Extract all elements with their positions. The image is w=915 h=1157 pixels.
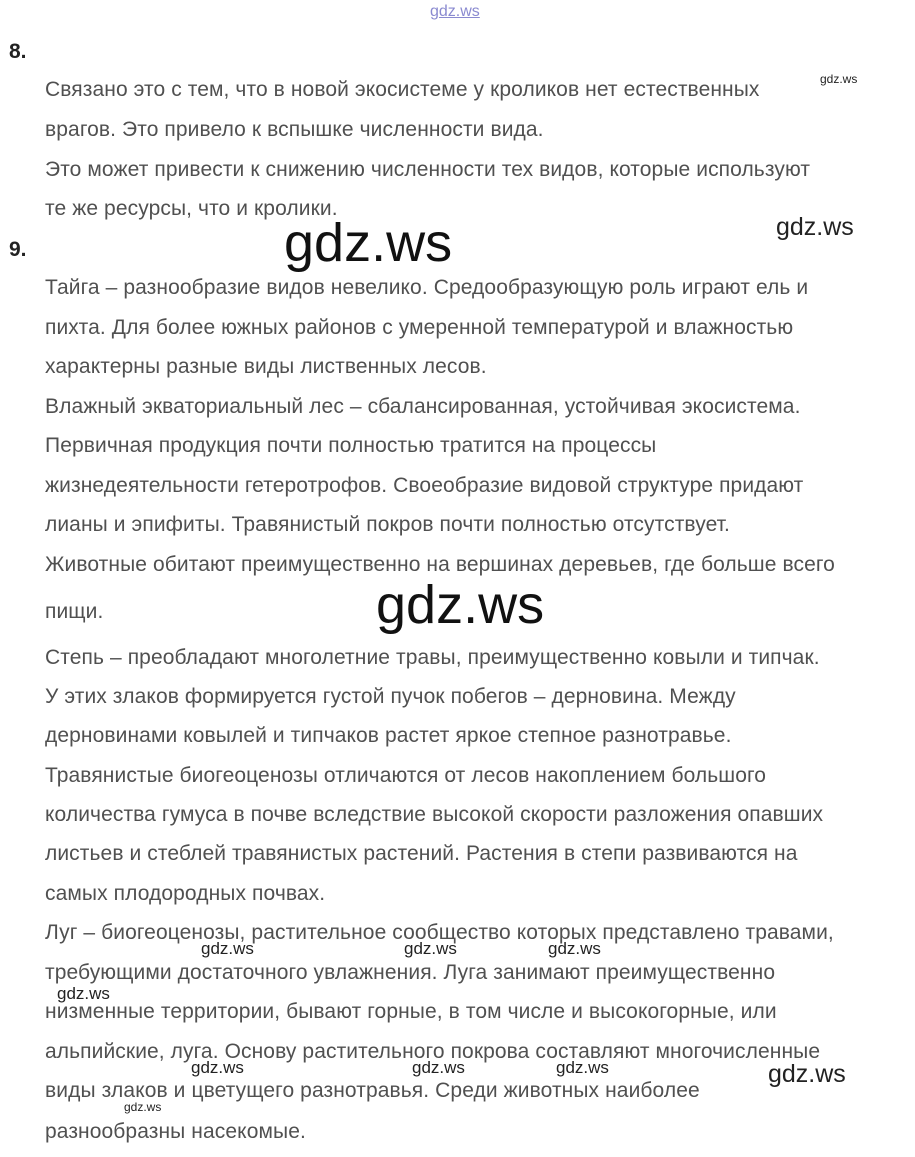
watermark: gdz.ws [124,1100,162,1114]
q9-line-2: пихта. Для более южных районов с умеренной температурой и влажностью [45,316,794,339]
q9-line-20: альпийские, луга. Основу растительного покрова составляют многочисленные [45,1040,821,1063]
q9-line-16: самых плодородных почвах. [45,882,326,905]
watermark: gdz.ws [201,939,254,958]
q9-line-7: лианы и эпифиты. Травянистый покров почти полностью отсутствует. [45,513,730,536]
watermark: gdz.ws [556,1058,609,1077]
watermark: gdz.ws [284,213,453,273]
q9-line-18: требующими достаточного увлажнения. Луга занимают преимущественно [45,961,776,984]
q9-line-5: Первичная продукция почти полностью тратится на процессы [45,434,657,457]
q8-line-1: Связано это с тем, что в новой экосистеме у кроликов нет естественных [45,78,760,101]
q8-line-3: Это может привести к снижению численности тех видов, которые используют [45,158,811,181]
watermark: gdz.ws [548,939,601,958]
q9-line-17: Луг – биогеоценозы, растительное сообщество которых представлено травами, [45,921,834,944]
q9-line-12: дерновинами ковылей и типчаков растет яркое степное разнотравье. [45,724,732,747]
watermark: gdz.ws [776,213,854,241]
q9-line-9: пищи. [45,600,104,623]
question-9-number: 9. [9,238,27,261]
q8-line-4: те же ресурсы, что и кролики. [45,197,338,220]
watermark-top[interactable]: gdz.ws [430,3,480,20]
watermark: gdz.ws [404,939,457,958]
watermark: gdz.ws [57,984,110,1003]
watermark: gdz.ws [376,575,545,635]
q9-line-11: У этих злаков формируется густой пучок побегов – дерновина. Между [45,685,736,708]
q9-line-13: Травянистые биогеоценозы отличаются от лесов накоплением большого [45,764,767,787]
q8-line-2: врагов. Это привело к вспышке численности вида. [45,118,544,141]
q9-line-14: количества гумуса в почве вследствие высокой скорости разложения опавших [45,803,824,826]
q9-line-4: Влажный экваториальный лес – сбалансированная, устойчивая экосистема. [45,395,801,418]
q9-line-21: виды злаков и цветущего разнотравья. Среди животных наиболее [45,1079,700,1102]
q9-line-10: Степь – преобладают многолетние травы, преимущественно ковыли и типчак. [45,646,820,669]
q9-line-3: характерны разные виды лиственных лесов. [45,355,487,378]
q9-line-19: низменные территории, бывают горные, в том числе и высокогорные, или [45,1000,777,1023]
question-8-number: 8. [9,40,27,63]
q9-line-6: жизнедеятельности гетеротрофов. Своеобразие видовой структуре придают [45,474,804,497]
q9-line-22: разнообразны насекомые. [45,1120,306,1143]
q9-line-1: Тайга – разнообразие видов невелико. Средообразующую роль играют ель и [45,276,809,299]
watermark: gdz.ws [191,1058,244,1077]
watermark: gdz.ws [820,72,858,86]
q9-line-8: Животные обитают преимущественно на вершинах деревьев, где больше всего [45,553,835,576]
q9-line-15: листьев и стеблей травянистых растений. Растения в степи развиваются на [45,842,798,865]
watermark: gdz.ws [412,1058,465,1077]
watermark: gdz.ws [768,1060,846,1088]
